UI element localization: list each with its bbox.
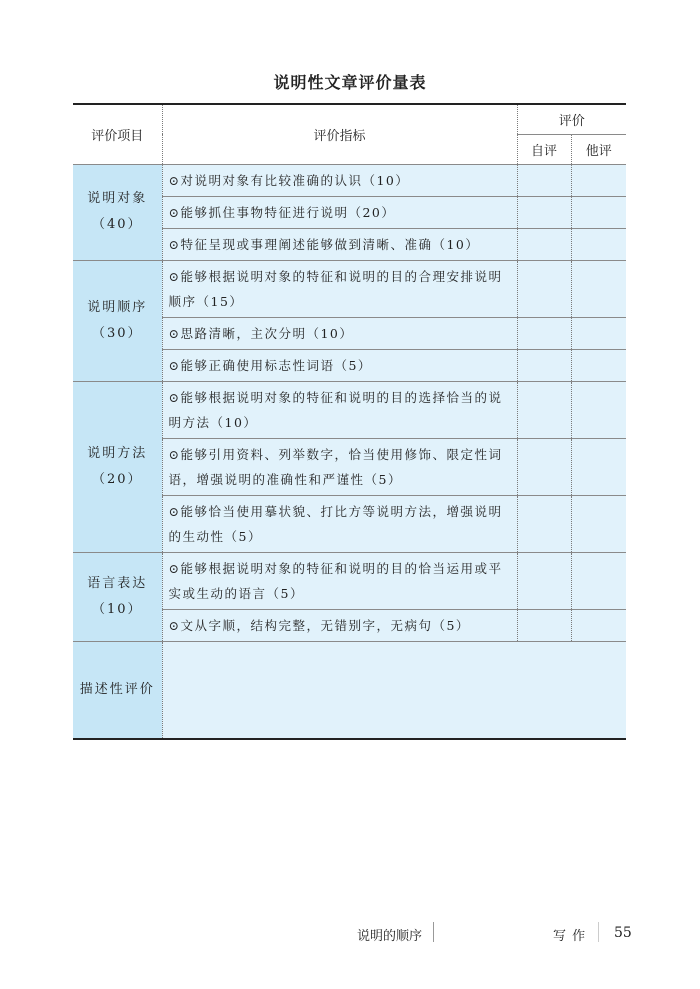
self-score-cell[interactable]: [517, 495, 571, 552]
peer-score-cell[interactable]: [571, 609, 626, 641]
indicator-cell: ⊙思路清晰，主次分明（10）: [162, 317, 517, 349]
peer-score-cell[interactable]: [571, 317, 626, 349]
category-name: 说明方法: [87, 445, 148, 461]
peer-score-cell[interactable]: [571, 495, 626, 552]
category-points: （30）: [91, 325, 143, 341]
peer-score-cell[interactable]: [571, 349, 626, 381]
indicator-cell: ⊙能够正确使用标志性词语（5）: [162, 349, 517, 381]
header-indicator: 评价指标: [162, 104, 517, 164]
category-points: （10）: [91, 601, 143, 617]
peer-score-cell[interactable]: [571, 196, 626, 228]
indicator-cell: ⊙能够引用资料、列举数字，恰当使用修饰、限定性词语，增强说明的准确性和严谨性（5）: [162, 438, 517, 495]
page-title: 说明性文章评价量表: [273, 73, 427, 92]
self-score-cell[interactable]: [517, 317, 571, 349]
footer-separator: [433, 922, 434, 942]
self-score-cell[interactable]: [517, 609, 571, 641]
indicator-cell: ⊙对说明对象有比较准确的认识（10）: [162, 164, 517, 196]
category-points: （40）: [91, 217, 143, 232]
peer-score-cell[interactable]: [571, 552, 626, 609]
self-score-cell[interactable]: [517, 552, 571, 609]
indicator-cell: ⊙能够根据说明对象的特征和说明的目的合理安排说明顺序（15）: [162, 260, 517, 317]
footer-separator: [598, 922, 599, 942]
self-score-cell[interactable]: [517, 438, 571, 495]
footer-section: 写 作: [553, 929, 587, 944]
peer-score-cell[interactable]: [571, 228, 626, 260]
self-score-cell[interactable]: [517, 381, 571, 438]
indicator-cell: ⊙能够抓住事物特征进行说明（20）: [162, 196, 517, 228]
indicator-cell: ⊙能够根据说明对象的特征和说明的目的选择恰当的说明方法（10）: [162, 381, 517, 438]
header-row: [73, 104, 626, 134]
category-name: 语言表达: [87, 575, 148, 591]
descriptive-row: [73, 641, 626, 739]
header-self: 自评: [517, 134, 571, 164]
page-number: 55: [614, 925, 632, 941]
category-points: （20）: [91, 471, 143, 487]
self-score-cell[interactable]: [517, 260, 571, 317]
self-score-cell[interactable]: [517, 228, 571, 260]
peer-score-cell[interactable]: [571, 438, 626, 495]
peer-score-cell[interactable]: [571, 381, 626, 438]
table-row: [73, 260, 626, 317]
indicator-cell: ⊙特征呈现或事理阐述能够做到清晰、准确（10）: [162, 228, 517, 260]
header-evaluation: 评价: [517, 104, 626, 134]
header-item: 评价项目: [73, 104, 162, 164]
category-cell: [73, 260, 162, 381]
table-row: [73, 381, 626, 438]
category-name: 说明顺序: [87, 299, 148, 315]
category-cell: [73, 381, 162, 552]
table-row: [73, 552, 626, 609]
category-cell: [73, 164, 162, 260]
indicator-cell: ⊙文从字顺，结构完整，无错别字，无病句（5）: [162, 609, 517, 641]
category-cell: [73, 552, 162, 641]
table-row: [73, 164, 626, 196]
category-name: 说明对象: [87, 191, 148, 206]
peer-score-cell[interactable]: [571, 164, 626, 196]
self-score-cell[interactable]: [517, 349, 571, 381]
peer-score-cell[interactable]: [571, 260, 626, 317]
descriptive-label: 描述性评价: [73, 641, 162, 739]
indicator-cell: ⊙能够根据说明对象的特征和说明的目的恰当运用或平实或生动的语言（5）: [162, 552, 517, 609]
indicator-cell: ⊙能够恰当使用摹状貌、打比方等说明方法，增强说明的生动性（5）: [162, 495, 517, 552]
evaluation-table: [73, 103, 626, 740]
footer-chapter: 说明的顺序: [357, 929, 423, 944]
descriptive-evaluation-cell[interactable]: [162, 641, 626, 739]
header-peer: 他评: [571, 134, 626, 164]
self-score-cell[interactable]: [517, 164, 571, 196]
self-score-cell[interactable]: [517, 196, 571, 228]
